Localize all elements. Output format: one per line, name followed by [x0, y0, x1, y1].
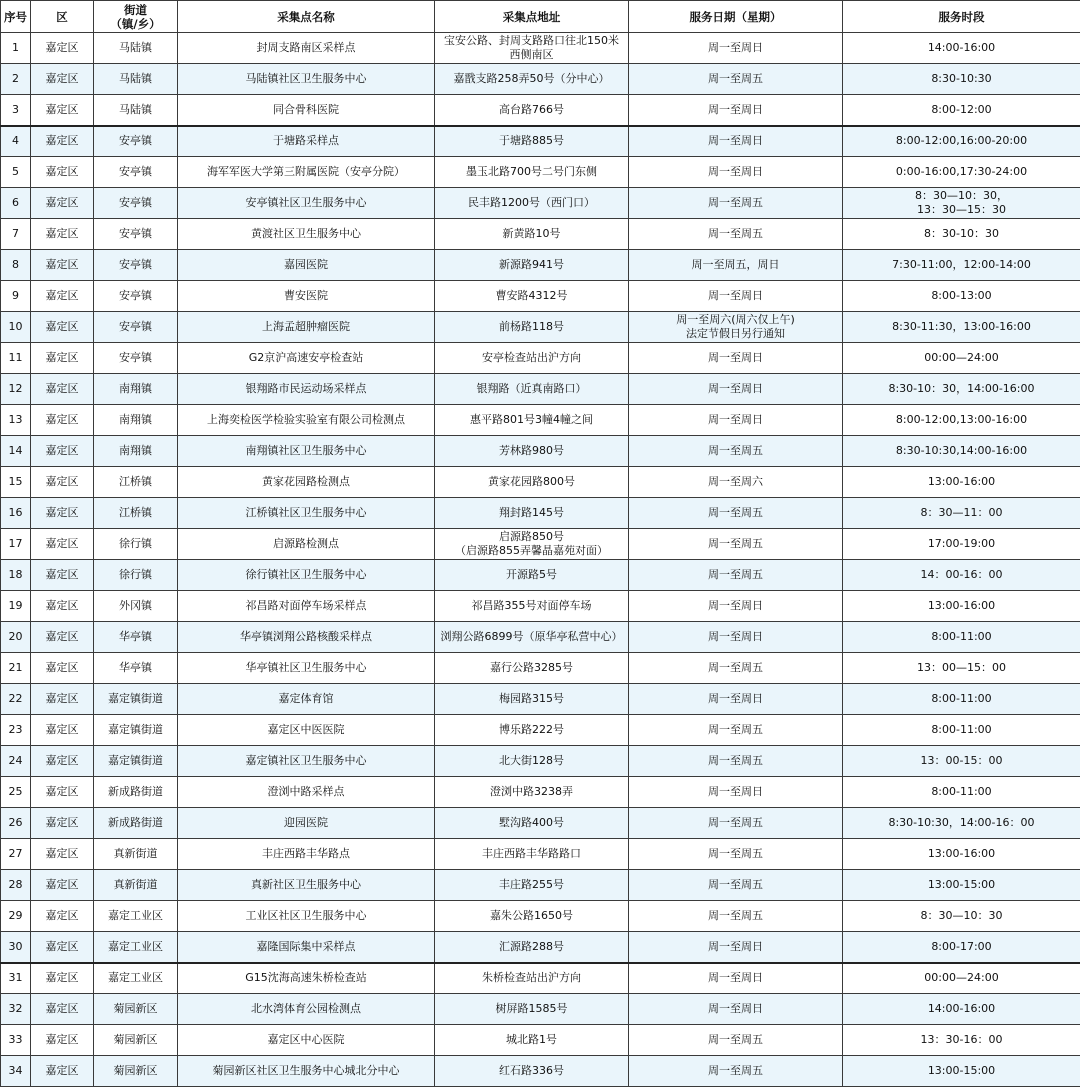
cell-street: 嘉定镇街道 [94, 684, 178, 715]
cell-service-hours: 13:00-16:00 [843, 467, 1080, 498]
cell-service-days: 周一至周六 [629, 467, 843, 498]
cell-service-days: 周一至周五 [629, 746, 843, 777]
cell-site-name: 南翔镇社区卫生服务中心 [178, 436, 435, 467]
cell-index: 29 [1, 901, 31, 932]
cell-index: 12 [1, 374, 31, 405]
cell-service-hours: 8:00-12:00,16:00-20:00 [843, 126, 1080, 157]
cell-service-days: 周一至周五 [629, 219, 843, 250]
cell-district: 嘉定区 [31, 374, 94, 405]
cell-index: 8 [1, 250, 31, 281]
cell-street: 马陆镇 [94, 33, 178, 64]
header-col-site-address: 采集点地址 [435, 1, 629, 33]
table-row [1, 963, 1080, 994]
cell-site-name: 上海孟超肿瘤医院 [178, 312, 435, 343]
cell-district: 嘉定区 [31, 188, 94, 219]
table-header [1, 1, 1080, 33]
cell-district: 嘉定区 [31, 219, 94, 250]
header-col-service-hours: 服务时段 [843, 1, 1080, 33]
cell-service-hours: 13：00—15：00 [843, 653, 1080, 684]
table-row [1, 529, 1080, 560]
cell-district: 嘉定区 [31, 994, 94, 1025]
cell-site-address: 高台路766号 [435, 95, 629, 126]
cell-index: 7 [1, 219, 31, 250]
cell-index: 21 [1, 653, 31, 684]
cell-service-hours: 8:30-10:30，14:00-16：00 [843, 808, 1080, 839]
table-row [1, 64, 1080, 95]
cell-service-days: 周一至周日 [629, 684, 843, 715]
cell-service-days: 周一至周五 [629, 901, 843, 932]
cell-district: 嘉定区 [31, 95, 94, 126]
cell-site-name: 黄渡社区卫生服务中心 [178, 219, 435, 250]
cell-service-hours: 13：00-15：00 [843, 746, 1080, 777]
cell-service-days: 周一至周日 [629, 126, 843, 157]
cell-district: 嘉定区 [31, 591, 94, 622]
cell-site-address: 嘉朱公路1650号 [435, 901, 629, 932]
cell-district: 嘉定区 [31, 932, 94, 963]
cell-index: 9 [1, 281, 31, 312]
cell-street: 嘉定镇街道 [94, 715, 178, 746]
cell-service-days: 周一至周日 [629, 622, 843, 653]
table-row [1, 281, 1080, 312]
cell-service-hours: 13：30-16：00 [843, 1025, 1080, 1056]
cell-service-hours: 8:30-10:30 [843, 64, 1080, 95]
cell-street: 真新街道 [94, 839, 178, 870]
cell-service-hours: 8：30—11：00 [843, 498, 1080, 529]
cell-street: 安亭镇 [94, 219, 178, 250]
table-row [1, 994, 1080, 1025]
cell-street: 嘉定工业区 [94, 901, 178, 932]
cell-street: 江桥镇 [94, 498, 178, 529]
cell-site-address: 城北路1号 [435, 1025, 629, 1056]
cell-service-days: 周一至周五 [629, 870, 843, 901]
cell-site-name: 嘉定区中医医院 [178, 715, 435, 746]
cell-service-days: 周一至周日 [629, 281, 843, 312]
cell-district: 嘉定区 [31, 777, 94, 808]
cell-street: 安亭镇 [94, 188, 178, 219]
cell-district: 嘉定区 [31, 467, 94, 498]
cell-district: 嘉定区 [31, 1025, 94, 1056]
cell-site-name: 黄家花园路检测点 [178, 467, 435, 498]
table-row [1, 312, 1080, 343]
table-row [1, 343, 1080, 374]
cell-service-hours: 8:30-11:30，13:00-16:00 [843, 312, 1080, 343]
cell-service-days: 周一至周日 [629, 157, 843, 188]
cell-site-name: 上海奕检医学检验实验室有限公司检测点 [178, 405, 435, 436]
cell-district: 嘉定区 [31, 64, 94, 95]
table-row [1, 1056, 1080, 1087]
table-row [1, 219, 1080, 250]
cell-service-days: 周一至周日 [629, 374, 843, 405]
cell-street: 徐行镇 [94, 529, 178, 560]
cell-service-days: 周一至周五，周日 [629, 250, 843, 281]
cell-index: 26 [1, 808, 31, 839]
table-row [1, 33, 1080, 64]
cell-street: 华亭镇 [94, 622, 178, 653]
cell-service-days: 周一至周日 [629, 963, 843, 994]
cell-site-address: 祁昌路355号对面停车场 [435, 591, 629, 622]
cell-site-address: 黄家花园路800号 [435, 467, 629, 498]
cell-index: 3 [1, 95, 31, 126]
cell-site-address: 曹安路4312号 [435, 281, 629, 312]
cell-district: 嘉定区 [31, 312, 94, 343]
cell-site-name: 菊园新区社区卫生服务中心城北分中心 [178, 1056, 435, 1087]
cell-service-days: 周一至周五 [629, 560, 843, 591]
cell-service-hours: 14:00-16:00 [843, 994, 1080, 1025]
cell-district: 嘉定区 [31, 746, 94, 777]
cell-service-hours: 8：30-10：30 [843, 219, 1080, 250]
cell-site-name: 安亭镇社区卫生服务中心 [178, 188, 435, 219]
header-col-street: 街道 （镇/乡） [94, 1, 178, 33]
cell-site-name: 徐行镇社区卫生服务中心 [178, 560, 435, 591]
cell-street: 新成路街道 [94, 777, 178, 808]
cell-district: 嘉定区 [31, 157, 94, 188]
cell-site-address: 澄浏中路3238弄 [435, 777, 629, 808]
cell-service-hours: 8:00-11:00 [843, 622, 1080, 653]
cell-index: 5 [1, 157, 31, 188]
cell-site-address: 墨玉北路700号二号门东侧 [435, 157, 629, 188]
table-row [1, 188, 1080, 219]
table-row [1, 467, 1080, 498]
cell-service-days: 周一至周六(周六仅上午) 法定节假日另行通知 [629, 312, 843, 343]
table-row [1, 653, 1080, 684]
header-col-site-name: 采集点名称 [178, 1, 435, 33]
cell-index: 4 [1, 126, 31, 157]
cell-site-address: 汇源路288号 [435, 932, 629, 963]
cell-index: 20 [1, 622, 31, 653]
cell-index: 13 [1, 405, 31, 436]
cell-site-name: 封周支路南区采样点 [178, 33, 435, 64]
cell-service-hours: 8:00-11:00 [843, 777, 1080, 808]
cell-street: 嘉定工业区 [94, 932, 178, 963]
cell-service-hours: 17:00-19:00 [843, 529, 1080, 560]
cell-service-days: 周一至周五 [629, 1056, 843, 1087]
cell-service-days: 周一至周五 [629, 64, 843, 95]
table-body [1, 33, 1080, 1087]
table-row [1, 808, 1080, 839]
cell-street: 外冈镇 [94, 591, 178, 622]
table-row [1, 498, 1080, 529]
cell-district: 嘉定区 [31, 870, 94, 901]
cell-street: 安亭镇 [94, 126, 178, 157]
cell-site-address: 惠平路801号3幢4幢之间 [435, 405, 629, 436]
cell-site-address: 开源路5号 [435, 560, 629, 591]
cell-district: 嘉定区 [31, 126, 94, 157]
cell-site-address: 宝安公路、封周支路路口往北150米 西侧南区 [435, 33, 629, 64]
cell-street: 徐行镇 [94, 560, 178, 591]
cell-district: 嘉定区 [31, 808, 94, 839]
cell-site-name: 嘉定镇社区卫生服务中心 [178, 746, 435, 777]
cell-service-days: 周一至周五 [629, 498, 843, 529]
cell-site-address: 银翔路（近真南路口） [435, 374, 629, 405]
cell-site-address: 安亭检查站出沪方向 [435, 343, 629, 374]
cell-site-address: 民丰路1200号（西门口） [435, 188, 629, 219]
cell-service-hours: 00:00—24:00 [843, 343, 1080, 374]
cell-site-name: 启源路检测点 [178, 529, 435, 560]
table-row [1, 591, 1080, 622]
cell-district: 嘉定区 [31, 653, 94, 684]
cell-street: 安亭镇 [94, 157, 178, 188]
cell-service-hours: 13:00-16:00 [843, 591, 1080, 622]
cell-index: 31 [1, 963, 31, 994]
cell-index: 17 [1, 529, 31, 560]
cell-service-hours: 13:00-15:00 [843, 1056, 1080, 1087]
table-row [1, 622, 1080, 653]
table-row [1, 870, 1080, 901]
table-row [1, 405, 1080, 436]
cell-index: 25 [1, 777, 31, 808]
cell-service-days: 周一至周日 [629, 994, 843, 1025]
cell-site-name: 嘉隆国际集中采样点 [178, 932, 435, 963]
cell-site-name: 海军军医大学第三附属医院（安亭分院） [178, 157, 435, 188]
cell-service-days: 周一至周日 [629, 591, 843, 622]
header-col-district: 区 [31, 1, 94, 33]
cell-site-name: 嘉定区中心医院 [178, 1025, 435, 1056]
cell-service-days: 周一至周五 [629, 839, 843, 870]
cell-service-hours: 7:30-11:00，12:00-14:00 [843, 250, 1080, 281]
cell-district: 嘉定区 [31, 622, 94, 653]
cell-site-address: 红石路336号 [435, 1056, 629, 1087]
cell-district: 嘉定区 [31, 405, 94, 436]
cell-street: 嘉定镇街道 [94, 746, 178, 777]
header-col-index: 序号 [1, 1, 31, 33]
cell-site-name: G2京沪高速安亭检查站 [178, 343, 435, 374]
cell-site-address: 翔封路145号 [435, 498, 629, 529]
cell-service-hours: 8:00-13:00 [843, 281, 1080, 312]
cell-district: 嘉定区 [31, 529, 94, 560]
cell-service-days: 周一至周五 [629, 715, 843, 746]
cell-street: 马陆镇 [94, 64, 178, 95]
table-row [1, 901, 1080, 932]
cell-index: 14 [1, 436, 31, 467]
cell-district: 嘉定区 [31, 281, 94, 312]
cell-street: 菊园新区 [94, 1056, 178, 1087]
cell-site-address: 启源路850号 （启源路855弄馨晶嘉苑对面） [435, 529, 629, 560]
cell-site-name: 于塘路采样点 [178, 126, 435, 157]
cell-index: 18 [1, 560, 31, 591]
cell-site-name: 嘉园医院 [178, 250, 435, 281]
cell-service-hours: 13:00-15:00 [843, 870, 1080, 901]
cell-site-name: 银翔路市民运动场采样点 [178, 374, 435, 405]
cell-service-hours: 14:00-16:00 [843, 33, 1080, 64]
cell-index: 33 [1, 1025, 31, 1056]
cell-service-hours: 8:30-10:30,14:00-16:00 [843, 436, 1080, 467]
cell-street: 江桥镇 [94, 467, 178, 498]
cell-street: 马陆镇 [94, 95, 178, 126]
cell-site-address: 树屏路1585号 [435, 994, 629, 1025]
table-row [1, 1025, 1080, 1056]
cell-site-name: 迎园医院 [178, 808, 435, 839]
header-row [1, 1, 1080, 33]
cell-index: 2 [1, 64, 31, 95]
cell-service-hours: 0:00-16:00,17:30-24:00 [843, 157, 1080, 188]
cell-street: 菊园新区 [94, 994, 178, 1025]
cell-site-address: 梅园路315号 [435, 684, 629, 715]
cell-district: 嘉定区 [31, 33, 94, 64]
table-row [1, 777, 1080, 808]
cell-service-days: 周一至周日 [629, 405, 843, 436]
cell-index: 23 [1, 715, 31, 746]
cell-service-days: 周一至周日 [629, 33, 843, 64]
cell-site-name: 工业区社区卫生服务中心 [178, 901, 435, 932]
cell-service-hours: 8:30-10：30，14:00-16:00 [843, 374, 1080, 405]
cell-district: 嘉定区 [31, 684, 94, 715]
cell-site-address: 博乐路222号 [435, 715, 629, 746]
cell-service-days: 周一至周五 [629, 808, 843, 839]
cell-index: 24 [1, 746, 31, 777]
cell-site-name: 同合骨科医院 [178, 95, 435, 126]
cell-index: 28 [1, 870, 31, 901]
cell-district: 嘉定区 [31, 343, 94, 374]
cell-site-name: G15沈海高速朱桥检查站 [178, 963, 435, 994]
table-row [1, 560, 1080, 591]
cell-service-days: 周一至周五 [629, 653, 843, 684]
cell-district: 嘉定区 [31, 498, 94, 529]
table-row [1, 95, 1080, 126]
cell-service-hours: 8:00-17:00 [843, 932, 1080, 963]
cell-street: 华亭镇 [94, 653, 178, 684]
cell-service-days: 周一至周五 [629, 529, 843, 560]
cell-site-name: 澄浏中路采样点 [178, 777, 435, 808]
cell-index: 30 [1, 932, 31, 963]
cell-street: 新成路街道 [94, 808, 178, 839]
cell-site-name: 华亭镇浏翔公路核酸采样点 [178, 622, 435, 653]
cell-site-name: 华亭镇社区卫生服务中心 [178, 653, 435, 684]
cell-service-hours: 8:00-12:00,13:00-16:00 [843, 405, 1080, 436]
cell-site-name: 江桥镇社区卫生服务中心 [178, 498, 435, 529]
cell-district: 嘉定区 [31, 436, 94, 467]
cell-site-name: 祁昌路对面停车场采样点 [178, 591, 435, 622]
cell-index: 15 [1, 467, 31, 498]
cell-site-address: 新源路941号 [435, 250, 629, 281]
cell-site-name: 嘉定体育馆 [178, 684, 435, 715]
cell-site-name: 丰庄西路丰华路点 [178, 839, 435, 870]
cell-site-address: 浏翔公路6899号（原华亭私营中心） [435, 622, 629, 653]
cell-service-hours: 8:00-12:00 [843, 95, 1080, 126]
cell-site-name: 北水湾体育公园检测点 [178, 994, 435, 1025]
cell-district: 嘉定区 [31, 1056, 94, 1087]
cell-street: 安亭镇 [94, 312, 178, 343]
cell-index: 32 [1, 994, 31, 1025]
cell-index: 27 [1, 839, 31, 870]
cell-district: 嘉定区 [31, 901, 94, 932]
cell-service-days: 周一至周日 [629, 95, 843, 126]
cell-site-address: 嘉行公路3285号 [435, 653, 629, 684]
cell-site-address: 新黄路10号 [435, 219, 629, 250]
cell-site-name: 真新社区卫生服务中心 [178, 870, 435, 901]
cell-street: 南翔镇 [94, 436, 178, 467]
table-row [1, 746, 1080, 777]
cell-site-address: 嘉戬支路258弄50号（分中心） [435, 64, 629, 95]
cell-service-days: 周一至周五 [629, 188, 843, 219]
table-row [1, 250, 1080, 281]
cell-street: 南翔镇 [94, 374, 178, 405]
cell-district: 嘉定区 [31, 839, 94, 870]
cell-index: 19 [1, 591, 31, 622]
cell-index: 34 [1, 1056, 31, 1087]
cell-service-hours: 8：30—10：30， 13：30—15：30 [843, 188, 1080, 219]
cell-site-address: 芳林路980号 [435, 436, 629, 467]
cell-site-address: 丰庄西路丰华路路口 [435, 839, 629, 870]
cell-site-name: 曹安医院 [178, 281, 435, 312]
cell-site-name: 马陆镇社区卫生服务中心 [178, 64, 435, 95]
cell-street: 真新街道 [94, 870, 178, 901]
cell-street: 安亭镇 [94, 281, 178, 312]
table-row [1, 839, 1080, 870]
cell-site-address: 北大街128号 [435, 746, 629, 777]
cell-index: 6 [1, 188, 31, 219]
cell-service-hours: 14：00-16：00 [843, 560, 1080, 591]
cell-service-days: 周一至周日 [629, 343, 843, 374]
cell-district: 嘉定区 [31, 963, 94, 994]
cell-street: 安亭镇 [94, 343, 178, 374]
cell-index: 10 [1, 312, 31, 343]
table-row [1, 374, 1080, 405]
cell-site-address: 前杨路118号 [435, 312, 629, 343]
cell-district: 嘉定区 [31, 560, 94, 591]
cell-service-hours: 8:00-11:00 [843, 715, 1080, 746]
cell-index: 1 [1, 33, 31, 64]
cell-site-address: 丰庄路255号 [435, 870, 629, 901]
header-col-service-days: 服务日期（星期） [629, 1, 843, 33]
cell-site-address: 朱桥检查站出沪方向 [435, 963, 629, 994]
table-row [1, 436, 1080, 467]
table-row [1, 932, 1080, 963]
table-row [1, 126, 1080, 157]
cell-service-days: 周一至周五 [629, 1025, 843, 1056]
cell-index: 11 [1, 343, 31, 374]
table-row [1, 715, 1080, 746]
table-row [1, 157, 1080, 188]
cell-district: 嘉定区 [31, 715, 94, 746]
cell-site-address: 于塘路885号 [435, 126, 629, 157]
cell-district: 嘉定区 [31, 250, 94, 281]
cell-index: 16 [1, 498, 31, 529]
cell-street: 南翔镇 [94, 405, 178, 436]
cell-service-days: 周一至周日 [629, 932, 843, 963]
cell-street: 嘉定工业区 [94, 963, 178, 994]
cell-service-hours: 13:00-16:00 [843, 839, 1080, 870]
cell-service-hours: 8：30—10：30 [843, 901, 1080, 932]
cell-street: 安亭镇 [94, 250, 178, 281]
cell-street: 菊园新区 [94, 1025, 178, 1056]
cell-service-days: 周一至周五 [629, 436, 843, 467]
table-row [1, 684, 1080, 715]
cell-service-days: 周一至周日 [629, 777, 843, 808]
cell-service-hours: 00:00—24:00 [843, 963, 1080, 994]
cell-site-address: 墅沟路400号 [435, 808, 629, 839]
cell-service-hours: 8:00-11:00 [843, 684, 1080, 715]
cell-index: 22 [1, 684, 31, 715]
